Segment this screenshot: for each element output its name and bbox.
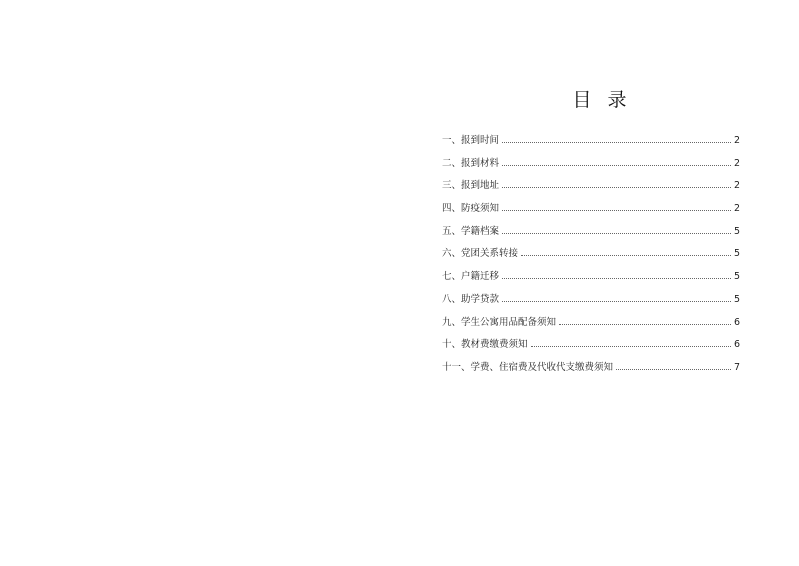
toc-entry[interactable] [442,271,740,294]
toc-title: 目录 [572,89,643,111]
toc-dot-leader [531,346,731,347]
toc-entry-label: 五、学籍档案 [442,225,500,237]
toc-page-number: 6 [733,316,740,328]
toc-entry[interactable] [442,203,740,226]
toc-entry[interactable] [442,135,740,158]
toc-entry[interactable] [442,158,740,181]
toc-page-number: 5 [733,225,740,237]
toc-entry[interactable] [442,294,740,317]
toc-entry[interactable] [442,226,740,249]
toc-page-number: 2 [733,135,740,146]
toc-dot-leader [502,233,731,234]
toc-dot-leader [502,142,731,143]
toc-dot-leader [502,187,731,188]
toc-entry-label: 九、学生公寓用品配备须知 [442,316,557,328]
toc-page-number: 2 [733,157,740,169]
toc-entry-label: 六、党团关系转接 [442,248,519,260]
toc-entry-label: 十、教材费缴费须知 [442,339,528,351]
toc-page-number: 6 [733,339,740,351]
blank-left-page [0,0,399,566]
toc-entry-label: 一、报到时间 [442,135,500,146]
toc-entry-label: 二、报到材料 [442,157,500,169]
toc-page-number: 5 [733,293,740,305]
toc-entry[interactable] [442,317,740,340]
toc-entry[interactable] [442,362,740,385]
toc-page-number: 2 [733,203,740,215]
toc-dot-leader [502,165,731,166]
toc-page-number: 5 [733,271,740,283]
toc-dot-leader [616,369,731,370]
toc-dot-leader [502,210,731,211]
table-of-contents-page [400,0,799,566]
toc-page-number: 2 [733,180,740,192]
toc-dot-leader [521,255,731,256]
toc-entry-label: 八、助学贷款 [442,293,500,305]
toc-page-number: 5 [733,248,740,260]
toc-entry-label: 十一、学费、住宿费及代收代支缴费须知 [442,361,614,373]
toc-entry-label: 三、报到地址 [442,180,500,192]
toc-entry[interactable] [442,248,740,271]
toc-entry-label: 七、户籍迁移 [442,271,500,283]
toc-entry[interactable] [442,339,740,362]
toc-entry[interactable] [442,180,740,203]
toc-page-number: 7 [733,361,740,373]
toc-entry-label: 四、防疫须知 [442,203,500,215]
toc-dot-leader [502,301,731,302]
toc-dot-leader [502,278,731,279]
toc-list [442,135,740,385]
toc-dot-leader [559,324,731,325]
